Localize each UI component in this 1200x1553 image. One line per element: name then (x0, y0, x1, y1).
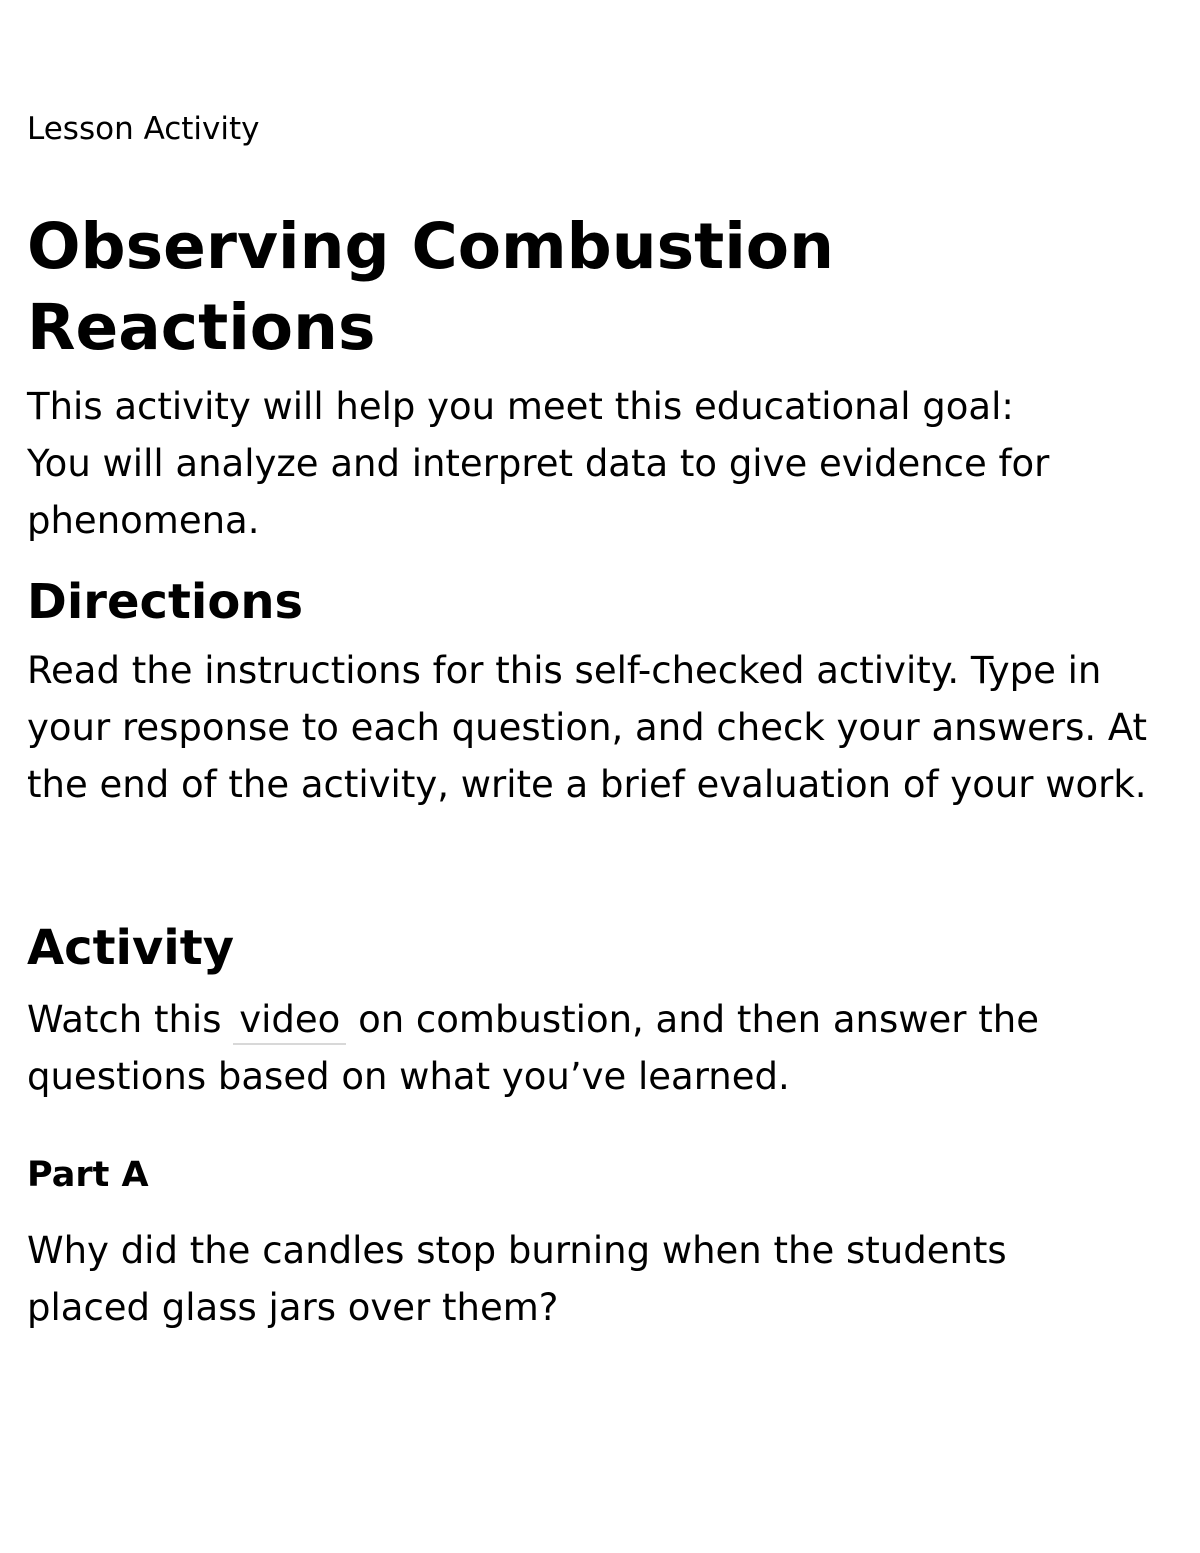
part-a-heading: Part A (27, 1155, 149, 1195)
activity-text-after-link: on combustion, and then answer the questions based on what you’ve learned. (27, 998, 1039, 1098)
part-a-question: Why did the candles stop burning when the students placed glass jars over them? (27, 1229, 1007, 1329)
goal-intro: This activity will help you meet this educational goal: (27, 385, 1014, 428)
goal-section (27, 378, 1167, 549)
activity-heading: Activity (27, 920, 234, 976)
directions-heading: Directions (27, 574, 304, 630)
page-title: Observing Combustion Reactions (27, 210, 834, 364)
goal-text: You will analyze and interpret data to give evidence for phenomena. (27, 442, 1050, 542)
lesson-label: Lesson Activity (27, 111, 260, 147)
activity-instructions (27, 991, 1137, 1105)
activity-text-before-link: Watch this (27, 998, 222, 1041)
directions-text: Read the instructions for this self-checked activity. Type in your response to each question, and check your answers. At the end of the activity, write a brief evaluation of your work. (27, 649, 1148, 806)
video-link[interactable]: video (233, 998, 346, 1045)
